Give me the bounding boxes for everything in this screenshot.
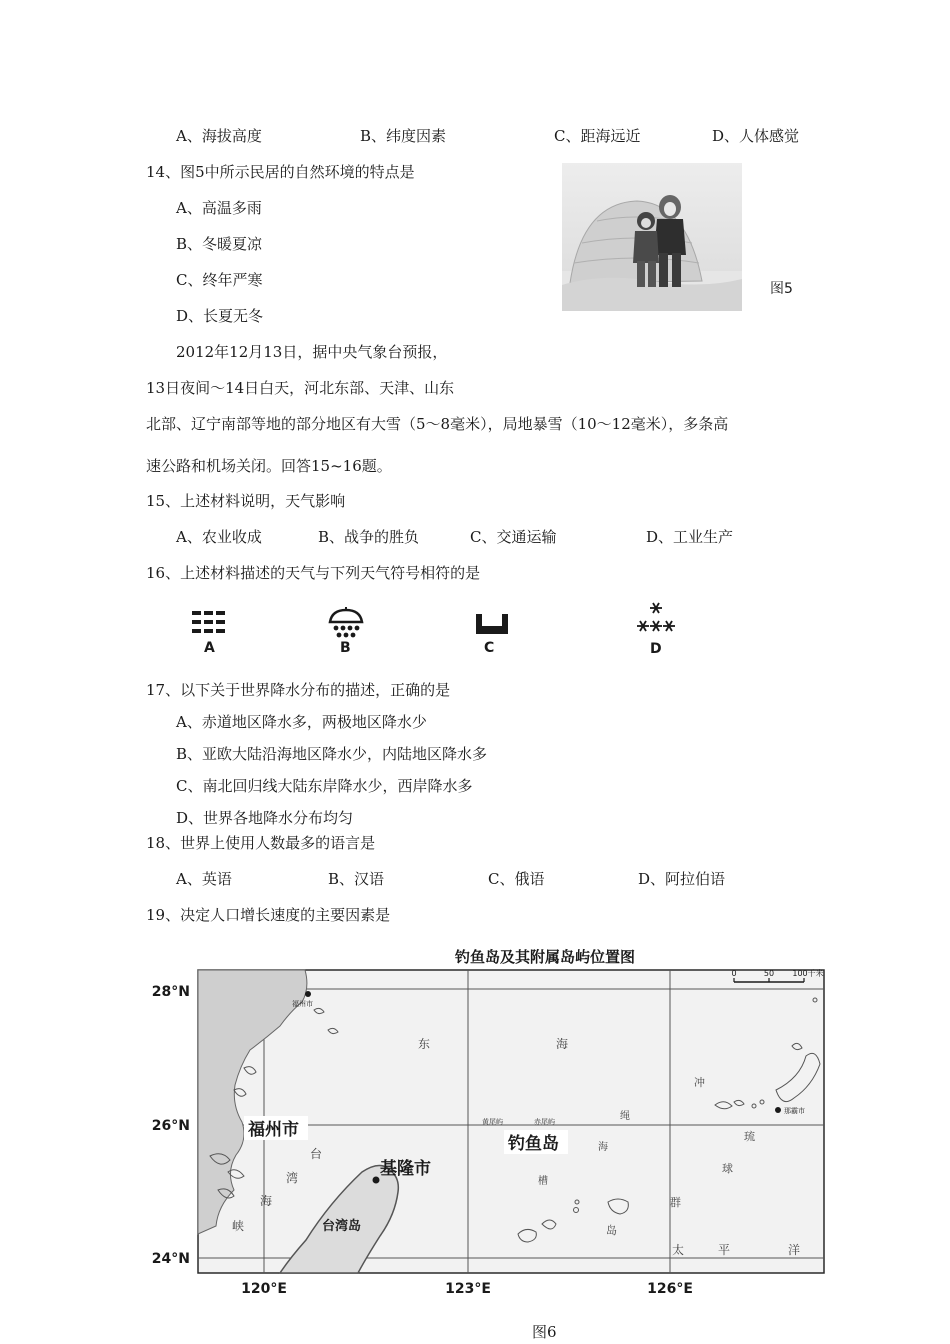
figure-6-caption: 图6	[532, 1323, 557, 1341]
q17-stem: 17、以下关于世界降水分布的描述，正确的是	[146, 681, 451, 699]
svg-text:台: 台	[310, 1147, 323, 1161]
passage-line-3: 北部、辽宁南部等地的部分地区有大雪（5～8毫米），局地暴雪（10～12毫米），多条高	[146, 415, 729, 433]
heavy-snow-icon	[632, 600, 680, 644]
q15-option-c: C、交通运输	[470, 528, 557, 546]
diaoyu-label: 钓鱼岛	[508, 1134, 559, 1154]
q14-option-b: B、冬暖夏凉	[176, 235, 263, 253]
q14-stem: 14、图5中所示民居的自然环境的特点是	[146, 163, 415, 181]
svg-text:100千米: 100千米	[792, 969, 824, 978]
q18-option-c: C、俄语	[488, 870, 545, 888]
symbol-label-c: C	[484, 640, 495, 656]
lon-label-123: 123°E	[445, 1281, 491, 1297]
lon-label-120: 120°E	[241, 1281, 287, 1297]
q14-option-d: D、长夏无冬	[176, 307, 264, 325]
fog-icon	[190, 610, 230, 642]
q15-option-b: B、战争的胜负	[318, 528, 420, 546]
q14-option-c: C、终年严寒	[176, 271, 263, 289]
fuzhou-label: 福州市	[248, 1120, 299, 1140]
map-title: 钓鱼岛及其附属岛屿位置图	[454, 948, 636, 966]
q19-stem: 19、决定人口增长速度的主要因素是	[146, 906, 391, 924]
q13-option-c: C、距海远近	[554, 127, 641, 145]
naha-label: 那霸市	[784, 1107, 805, 1115]
svg-text:岛: 岛	[606, 1224, 617, 1237]
symbol-label-b: B	[340, 640, 351, 656]
passage-line-2: 13日夜间～14日白天，河北东部、天津、山东	[146, 379, 455, 397]
svg-text:太: 太	[672, 1243, 685, 1257]
passage-line-1: 2012年12月13日，据中央气象台预报，	[176, 343, 448, 361]
q16-stem: 16、上述材料描述的天气与下列天气符号相符的是	[146, 564, 481, 582]
naha-marker	[775, 1107, 781, 1113]
q13-option-d: D、人体感觉	[712, 127, 800, 145]
lon-label-126: 126°E	[647, 1281, 693, 1297]
svg-text:琉: 琉	[744, 1130, 755, 1143]
svg-text:0: 0	[731, 969, 737, 978]
svg-text:海: 海	[556, 1037, 569, 1051]
taiwan-label: 台湾岛	[322, 1219, 362, 1234]
fuzhou-small-label: 福州市	[292, 1000, 313, 1008]
fuzhou-marker	[305, 991, 311, 997]
q15-option-a: A、农业收成	[176, 528, 262, 546]
q18-option-d: D、阿拉伯语	[638, 870, 726, 888]
keelung-marker	[373, 1177, 380, 1184]
svg-text:海: 海	[260, 1194, 273, 1208]
svg-text:绳: 绳	[620, 1111, 630, 1122]
svg-text:球: 球	[722, 1162, 733, 1175]
svg-text:洋: 洋	[788, 1243, 801, 1257]
svg-text:峡: 峡	[232, 1219, 245, 1233]
svg-text:群: 群	[670, 1196, 681, 1209]
keelung-label: 基隆市	[380, 1159, 431, 1179]
lat-label-24: 24°N	[151, 1251, 190, 1267]
rain-shower-icon	[326, 606, 366, 644]
q17-option-d: D、世界各地降水分布均匀	[176, 809, 354, 827]
q15-option-d: D、工业生产	[646, 528, 734, 546]
sandstorm-icon	[474, 612, 510, 640]
q14-option-a: A、高温多雨	[176, 199, 262, 217]
lat-label-28: 28°N	[151, 984, 190, 1000]
svg-text:50: 50	[763, 969, 775, 978]
lat-label-26: 26°N	[151, 1118, 190, 1134]
svg-text:平: 平	[718, 1243, 731, 1257]
symbol-label-d: D	[650, 641, 662, 657]
q17-option-c: C、南北回归线大陆东岸降水少，西岸降水多	[176, 777, 473, 795]
svg-text:湾: 湾	[286, 1171, 299, 1185]
q13-option-a: A、海拔高度	[176, 127, 262, 145]
figure-5-caption: 图5	[770, 281, 793, 297]
svg-text:冲: 冲	[694, 1076, 705, 1089]
q15-stem: 15、上述材料说明，天气影响	[146, 492, 346, 510]
q17-option-a: A、赤道地区降水多，两极地区降水少	[176, 713, 427, 731]
symbol-label-a: A	[204, 640, 215, 656]
q18-option-a: A、英语	[176, 870, 232, 888]
huangwei-label: 黄尾屿	[482, 1118, 503, 1126]
q13-option-b: B、纬度因素	[360, 127, 447, 145]
svg-text:槽: 槽	[538, 1176, 548, 1187]
q18-option-b: B、汉语	[328, 870, 385, 888]
svg-text:东: 东	[418, 1037, 431, 1051]
q17-option-b: B、亚欧大陆沿海地区降水少，内陆地区降水多	[176, 745, 488, 763]
svg-text:海: 海	[598, 1142, 608, 1153]
igloo-photo	[562, 163, 742, 311]
chiwei-label: 赤尾屿	[534, 1118, 555, 1126]
diaoyu-location-map	[140, 940, 840, 1306]
passage-line-4: 速公路和机场关闭。回答15~16题。	[146, 457, 392, 475]
q18-stem: 18、世界上使用人数最多的语言是	[146, 834, 376, 852]
